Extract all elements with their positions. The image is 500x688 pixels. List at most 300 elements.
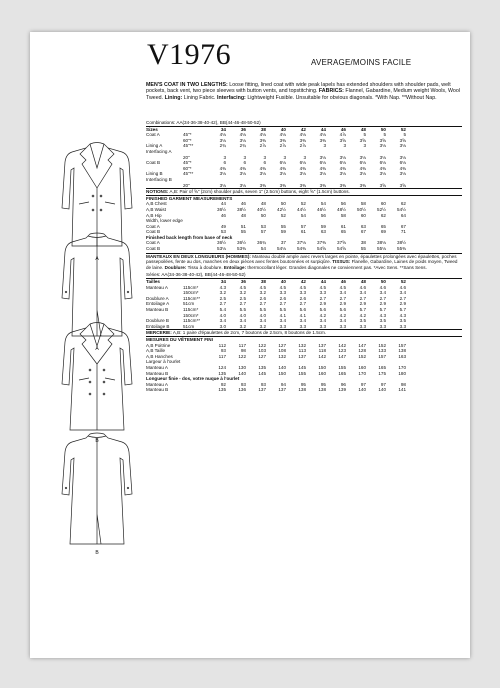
yardage-cell: 4⅜ [399,165,406,171]
yardage-cell: 2.5 [239,295,246,301]
measurement-cell: 92 [220,381,226,387]
yardage-cell: 3 [363,143,366,149]
yardage-cell: 5.6 [339,307,346,312]
yardage-cell: 3⅛ [259,171,266,177]
measurement-cell: 138 [298,387,306,393]
yardage-cell: 5 [403,132,406,138]
description-title: MEN'S COAT IN TWO LENGTHS: [146,82,228,88]
measurement-cell: 135 [218,370,226,376]
yardage-cell: 4⅛ [299,132,306,138]
yardage-cell: 4⅛ [219,132,226,138]
fabric-width: 115cm** [183,318,201,324]
yardage-cell: 3⅜ [319,137,326,143]
yardage-cell: 3 [223,154,226,160]
yardage-cell: 2.9 [359,301,366,307]
yardage-cell: 3 [323,143,326,149]
fabric-width: 45"* [183,132,192,138]
yardage-cell: 3.3 [359,323,366,329]
yardage-cell: 4.3 [219,284,226,290]
notions-label: NOTIONS: [146,189,169,195]
longueur-rows [146,382,462,393]
size-header-cell: 50 [380,279,386,285]
yardage-cell: 4.2 [339,312,346,318]
yardage-cell: 4⅛ [239,132,246,138]
yardage-cell: 3.4 [359,290,366,296]
measurement-cell: 138 [318,387,326,393]
measurement-cell: 37⅜ [317,240,326,246]
finished-measurements-rows [146,201,462,235]
yardage-cell: 3.4 [379,290,386,296]
yardage-cell: 2.7 [239,301,246,307]
mercerie-block [146,329,462,336]
measurement-cell: 67 [360,229,366,235]
size-header-cell: 42 [300,279,306,285]
metrage-rows [146,285,462,330]
yardage-cell: 5.5 [279,307,286,312]
row-label: Lining B [146,171,163,177]
measurement-cell: 55 [240,229,246,235]
figure-label: A [95,256,99,262]
yardage-cell: 4.3 [399,312,406,318]
yardage-cell: 3⅛ [319,171,326,177]
measurement-cell: 54 [320,201,326,207]
yardage-cell: 2.9 [319,301,326,307]
yardage-cell: 4⅛ [259,132,266,138]
yardage-cell: 4⅜ [379,165,386,171]
row-label: A,B Hanches [146,353,173,359]
yardage-cell: 5.4 [219,307,226,312]
measurement-cell: 155 [338,364,346,370]
fabric-width: 60"* [183,165,192,171]
measurement-cell: 103 [258,348,266,354]
yardage-cell: 3⅝ [379,137,386,143]
doublure-label: Doublure: [164,264,187,270]
measurement-cell: 145 [258,370,266,376]
measurement-cell: 117 [238,342,246,348]
measurement-cell: 123 [338,348,346,354]
yardage-cell: 6⅛ [359,160,366,166]
yardage-cell: 4⅜ [219,165,226,171]
yardage-cell: 3 [243,154,246,160]
measurement-cell: 71 [400,229,406,235]
measurement-cell: 38½ [397,240,406,246]
measurement-cell: 137 [298,353,306,359]
measurement-cell: 64 [400,212,406,218]
fabric-width: 115cm** [183,295,201,301]
size-header-cell: 46 [340,126,346,132]
measurement-cell: 36½ [217,240,226,246]
size-header-cell: 40 [280,279,286,285]
measurement-cell: 133 [378,348,386,354]
yardage-cell: 4.6 [379,284,386,290]
yardage-cell: 3.4 [339,318,346,324]
doublure-text: Tissu à doublure. [187,264,223,270]
figure-label: B [95,438,99,444]
yardage-cell: 2.6 [279,295,286,301]
row-label: Manteau B [146,387,169,393]
measurement-cell: 95 [300,381,306,387]
size-header-cell: 46 [340,279,346,285]
yardage-cell: 3⅛ [339,154,346,160]
fabric-width: 150cm* [183,312,199,318]
measurement-cell: 163 [398,353,406,359]
yardage-cell: 3⅛ [219,137,226,143]
yardage-cell: 3⅝ [379,182,386,188]
yardage-cell: 3⅜ [259,182,266,188]
row-label: Doublure B [146,318,169,324]
yardage-cell: 4.2 [319,312,326,318]
measurement-cell: 54⅝ [337,246,346,252]
measurement-cell: 140 [378,387,386,393]
yardage-cell: 2.9 [339,301,346,307]
yardage-cell: 2.7 [299,301,306,307]
yardage-cell: 6⅛ [399,160,406,166]
fabric-width: 60"* [183,137,192,143]
row-label: Interfacing A [146,148,172,154]
measurement-cell: 96 [340,381,346,387]
yardage-cell: 3.4 [319,318,326,324]
row-label: Largeur à l'ourlet [146,359,181,365]
measurement-cell: 97 [380,381,386,387]
yardage-cell: 3⅛ [219,182,226,188]
measurement-cell: 155 [298,370,306,376]
tissus-text: Flanelle, Gabardine, Laines de poids moyen, Tweed de laine. [146,259,458,270]
measurement-cell: 54⅛ [277,246,286,252]
yardage-cell: 3⅛ [379,154,386,160]
size-header-cell: 48 [360,279,366,285]
yardage-cell: 6⅛ [339,160,346,166]
measurement-cell: 44½ [297,206,306,212]
measurement-cell: 61 [340,223,346,229]
measurement-cell: 165 [378,364,386,370]
measurement-cell: 55⅜ [397,246,406,252]
measurement-cell: 130 [238,364,246,370]
measurement-cell: 124 [218,364,226,370]
measurement-cell: 59 [320,223,326,229]
row-label: Doublure A [146,295,169,301]
size-header-cell: 52 [400,126,406,132]
measurement-cell: 98 [240,348,246,354]
yardage-cell: 3.3 [319,290,326,296]
measurement-cell: 150 [318,364,326,370]
size-header-cell: 34 [220,126,226,132]
fabric-width: 45"* [183,160,192,166]
row-label: Width, lower edge [146,218,183,224]
yardage-cell: 2¾ [239,143,246,149]
yardage-cell: 3.4 [239,318,246,324]
measurement-cell: 54 [260,246,266,252]
yardage-cell: 4⅜ [299,165,306,171]
yardage-cell: 6⅛ [379,160,386,166]
measurement-cell: 50½ [357,206,366,212]
yardage-cell: 3.3 [299,290,306,296]
measurement-cell: 55 [360,246,366,252]
fabric-width: 20" [183,154,190,160]
measurement-cell: 65 [340,229,346,235]
measurement-cell: 140 [238,370,246,376]
measurement-cell: 55 [280,223,286,229]
notions-block [146,188,462,195]
measurement-cell: 165 [338,370,346,376]
yardage-cell: 3⅛ [219,171,226,177]
measurement-cell: 53⅛ [217,246,226,252]
series-text: Séries: AA(34-36-38-40-42), BB(44-46-48-50-52) [146,272,246,278]
measurement-cell: 93 [260,381,266,387]
yardage-cell: 3.2 [239,323,246,329]
yardage-cell: 2.7 [219,301,226,307]
figure-column [30,32,142,658]
yardage-cell: 3.5 [359,318,366,324]
measurement-cell: 150 [278,370,286,376]
measurement-row [146,246,462,252]
measurement-cell: 60 [380,201,386,207]
measurement-cell: 46 [240,201,246,207]
row-label: Manteau A [146,364,168,370]
yardage-cell: 3.3 [279,323,286,329]
yardage-cell: 3.3 [339,323,346,329]
measurement-cell: 137 [258,387,266,393]
measurement-cell: 67 [400,223,406,229]
measurement-cell: 142 [318,353,326,359]
measurement-cell: 160 [318,370,326,376]
yardage-cell: 3⅛ [399,154,406,160]
yardage-cell: 5 [363,132,366,138]
measurement-cell: 147 [338,353,346,359]
yardage-cell: 3.5 [379,318,386,324]
size-header-cell: 36 [240,279,246,285]
measurement-row [146,387,462,393]
row-label: Coat A [146,132,160,138]
fabric-width: 20" [183,182,190,188]
yardage-cell: 2.7 [339,295,346,301]
coat-b-back-drawing [52,428,142,548]
measurement-cell: 36½ [237,240,246,246]
measurement-cell: 38 [360,240,366,246]
measurement-cell: 175 [378,370,386,376]
yardage-cell: 3.4 [259,318,266,324]
yardage-cell: 3.3 [319,323,326,329]
coat-b-front-drawing [52,318,142,433]
yardage-cell: 6 [263,160,266,166]
fabric-width: 115cm* [183,307,199,312]
measurement-cell: 117 [218,353,226,359]
yardage-cell: 6⅛ [319,160,326,166]
measurement-cell: 93 [220,348,226,354]
yardage-cell: 4⅜ [339,165,346,171]
notions-text: A,B: Pair of ⅝" (2cm) shoulder pads, seven 1" (2.5cm) buttons, eight ⅝" (1.5cm) buttons. [169,189,350,195]
mesures-rows [146,343,462,377]
measurement-cell: 62 [400,201,406,207]
lining-label: Lining: [164,94,183,101]
yardage-cell: 5.7 [359,307,366,312]
measurement-cell: 135 [258,364,266,370]
tissus-label: TISSUS: [332,259,351,265]
yardage-cell: 3⅛ [359,171,366,177]
yardage-cell: 2.7 [359,295,366,301]
yardage-cell: 3.4 [399,290,406,296]
yardage-cell: 4⅞ [339,132,346,138]
measurement-cell: 147 [358,342,366,348]
measurement-cell: 36¾ [257,240,266,246]
measurement-cell: 135 [218,387,226,393]
yardage-cell: 4⅜ [279,165,286,171]
measurement-cell: 59 [280,229,286,235]
fabric-width: 45"** [183,143,194,149]
measurement-cell: 170 [398,364,406,370]
measurement-cell: 69 [380,229,386,235]
measurement-cell: 48 [240,212,246,218]
row-label: Lining A [146,143,163,149]
yardage-cell: 4.5 [339,284,346,290]
row-label: A,B Poitrine [146,342,171,348]
yardage-cell: 3⅛ [299,171,306,177]
yardage-cell: 3.2 [239,290,246,296]
yardage-cell: 3.5 [399,318,406,324]
yardage-cell: 5.7 [379,307,386,312]
yardage-cell: 2.6 [299,295,306,301]
row-label: A,B Chest [146,201,167,207]
fabric-width: 115cm* [183,284,199,290]
measurement-cell: 138 [398,348,406,354]
measurement-cell: 152 [358,353,366,359]
yardage-cell: 3⅜ [259,137,266,143]
yardage-cell: 4.0 [259,312,266,318]
yardage-cell: 2.9 [379,301,386,307]
size-header-cell: 36 [240,126,246,132]
fabric-width: 51cm [183,323,195,329]
figure-label: A [95,346,99,352]
measurement-cell: 132 [298,342,306,348]
yardage-cell: 3⅛ [319,154,326,160]
coat-b-back-figure [52,428,142,556]
yardage-cell: 3⅜ [279,137,286,143]
yardage-cell: 3 [343,143,346,149]
tailles-header-row [146,278,462,285]
measurement-cell: 56 [320,212,326,218]
size-header-cell: 38 [260,126,266,132]
yardage-cell: 3⅜ [279,182,286,188]
yardage-cell: 5.6 [299,307,306,312]
measurement-cell: 63 [360,223,366,229]
size-header-cell: 50 [380,126,386,132]
measurement-cell: 54 [300,212,306,218]
measurement-cell: 157 [378,353,386,359]
measurement-cell: 122 [238,353,246,359]
french-title: MANTEAUX EN DEUX LONGUEURS (HOMMES): [146,253,251,259]
measurement-cell: 55⅛ [377,246,386,252]
entoilage-label: Entoilage: [223,264,247,270]
measurement-cell: 44 [220,201,226,207]
size-header-cell: 40 [280,126,286,132]
measurement-cell: 141 [398,387,406,393]
yardage-cell: 3⅝ [339,137,346,143]
row-label: Coat B [146,229,161,235]
fabric-width: 51cm [183,301,195,307]
measurement-cell: 38½ [237,206,246,212]
yardage-cell: 2.5 [219,295,226,301]
yardage-cell: 2.7 [259,301,266,307]
measurement-cell: 54⅜ [297,246,306,252]
back-length-rows [146,240,462,251]
measurement-cell: 37 [280,240,286,246]
sizes-label: Sizes [146,126,158,132]
yardage-cell: 3.4 [339,290,346,296]
yardage-cell: 3⅛ [399,171,406,177]
size-header-cell: 44 [320,279,326,285]
measurement-cell: 160 [358,364,366,370]
description-text: Loose fitting, lined coat with wide peak lapels has extended shoulders with shoulder pads, welt pockets, back vent, two piece sleeves with button vents, and topstitching. [146,82,451,95]
mercerie-label: MERCERIE: [146,330,172,336]
measurement-cell: 57 [260,229,266,235]
measurement-cell: 61 [300,229,306,235]
yardage-cell: 3.0 [219,323,226,329]
measurement-cell: 62 [380,212,386,218]
sizes-label: Tailles [146,279,160,285]
yardage-cell: 3.2 [219,290,226,296]
french-description [146,253,462,271]
measurement-cell: 93 [240,381,246,387]
measurement-cell: 46½ [317,206,326,212]
yardage-cell: 3⅜ [359,182,366,188]
row-label: Manteau B [146,370,169,376]
yardage-cell: 2.9 [399,301,406,307]
measurement-cell: 139 [338,387,346,393]
measurement-cell: 180 [398,370,406,376]
measurement-cell: 53⅜ [237,246,246,252]
measurement-cell: 37⅝ [337,240,346,246]
yardage-cell: 3⅛ [379,171,386,177]
yardage-cell: 2.7 [279,301,286,307]
yardage-cell: 3.2 [259,290,266,296]
yardage-cell: 5.6 [319,307,326,312]
yardage-cell: 5 [383,132,386,138]
yardage-cell: 2⅞ [279,143,286,149]
measurement-cell: 58 [360,201,366,207]
yardage-cell: 3⅜ [339,182,346,188]
interfacing-text: Lightweight Fusible. Unsuitable for obvious diagonals. *With Nap. **Without Nap. [247,94,437,101]
row-label: Manteau A [146,284,168,290]
measurement-cell: 142 [338,342,346,348]
measurement-cell: 122 [258,342,266,348]
measurement-cell: 128 [358,348,366,354]
measurement-cell: 56 [340,201,346,207]
yardage-cell: 3⅝ [399,182,406,188]
measurement-cell: 136 [238,387,246,393]
row-label: A,B Hip [146,212,162,218]
yardage-cell: 4⅜ [259,165,266,171]
measurement-cell: 48½ [337,206,346,212]
measurement-cell: 63 [320,229,326,235]
yardage-cell: 3⅛ [339,171,346,177]
measurement-cell: 152 [378,342,386,348]
yardage-cell: 3.3 [279,290,286,296]
measurement-cell: 112 [218,342,226,348]
yardage-cell: 6⅛ [279,160,286,166]
measurement-cell: 57 [300,223,306,229]
measurement-cell: 40½ [257,206,266,212]
yardage-cell: 4.0 [239,312,246,318]
yardage-cell: 4.5 [279,284,286,290]
row-label: A,B Waist [146,206,166,212]
measurement-cell: 48 [260,201,266,207]
yardage-cell: 3.3 [399,323,406,329]
yardage-cell: 4.0 [219,312,226,318]
measurement-cell: 170 [358,370,366,376]
yardage-cell: 3⅝ [399,137,406,143]
difficulty-label: AVERAGE/MOINS FACILE [311,58,412,67]
yardage-cell: 3.4 [299,318,306,324]
row-label: Coat A [146,223,160,229]
